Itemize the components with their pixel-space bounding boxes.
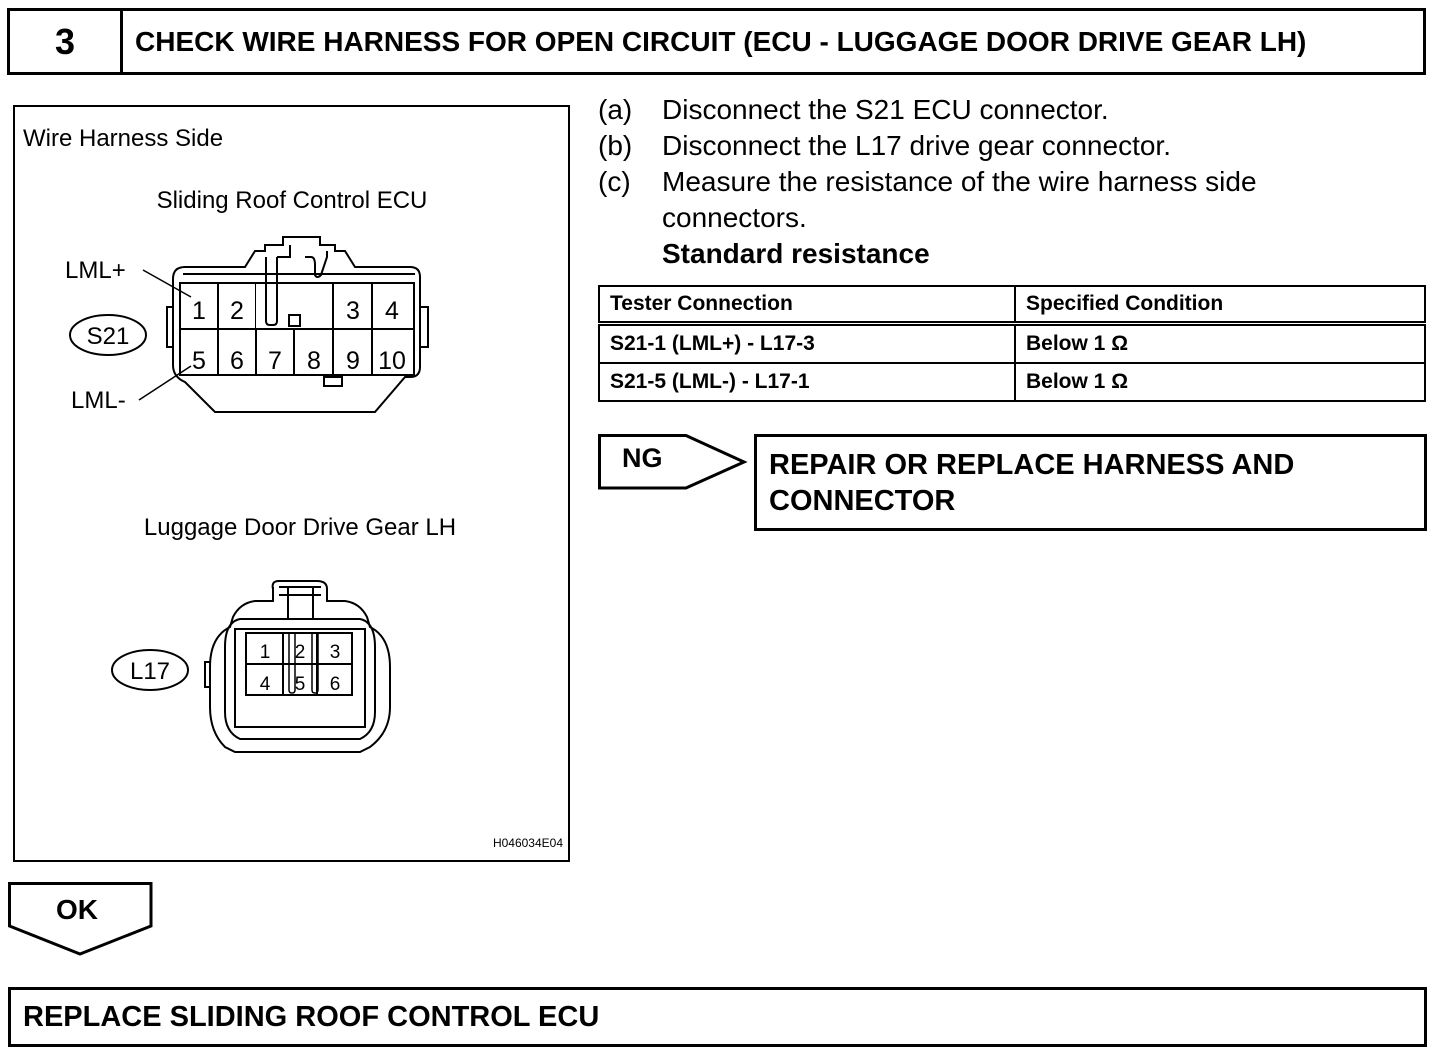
ecu-pin-6: 6 [230,347,244,375]
table-header-row [599,286,1425,324]
table-cell: Below 1 Ω [1015,324,1425,364]
table-header-condition: Specified Condition [1015,286,1425,324]
figure-code: H046034E04 [492,836,563,850]
step-a-letter: (a) [598,94,633,125]
step-b [598,128,1428,164]
gear-pin-2: 2 [294,642,306,663]
wire-harness-side-label: Wire Harness Side [23,125,224,152]
step-title: CHECK WIRE HARNESS FOR OPEN CIRCUIT (ECU - LUGGAGE DOOR DRIVE GEAR LH) [135,25,1307,57]
ng-label: NG [622,443,663,473]
ng-arrow-icon [598,434,748,492]
ecu-pin-8: 8 [307,347,321,375]
step-c-letter: (c) [598,166,631,197]
table-cell: Below 1 Ω [1015,363,1425,401]
step-c-text: Measure the resistance of the wire harness side connectors. [662,166,1257,233]
s21-label: S21 [86,323,130,350]
ecu-pin-3: 3 [346,297,360,325]
step-number: 3 [10,11,123,72]
ecu-pin-4: 4 [385,297,399,325]
gear-pin-5: 5 [294,674,306,695]
gear-pin-4: 4 [259,674,271,695]
connector-diagram [15,107,572,864]
step-header [7,8,1426,75]
table-row [599,363,1425,401]
table-cell: S21-1 (LML+) - L17-3 [599,324,1015,364]
gear-pin-3: 3 [329,642,341,663]
lml-plus-label: LML+ [65,257,126,284]
step-a [598,92,1428,128]
ok-action-box: REPLACE SLIDING ROOF CONTROL ECU [8,987,1427,1047]
gear-title: Luggage Door Drive Gear LH [143,514,457,541]
ecu-pin-1: 1 [192,297,206,325]
step-b-letter: (b) [598,130,633,161]
ecu-pin-2: 2 [230,297,244,325]
ecu-pin-5: 5 [192,347,206,375]
resistance-table [598,285,1426,402]
table-cell: S21-5 (LML-) - L17-1 [599,363,1015,401]
ok-label: OK [56,894,98,925]
procedure-steps [598,92,1428,272]
step-c [598,164,1428,236]
ecu-title: Sliding Roof Control ECU [156,187,428,214]
l17-label: L17 [129,658,171,685]
table-row [599,324,1425,364]
ecu-pin-10: 10 [378,347,406,375]
ecu-pin-7: 7 [268,347,282,375]
standard-resistance-heading: Standard resistance [662,238,930,269]
step-a-text: Disconnect the S21 ECU connector. [662,94,1109,125]
ecu-pin-9: 9 [346,347,360,375]
step-b-text: Disconnect the L17 drive gear connector. [662,130,1171,161]
gear-pin-1: 1 [259,642,271,663]
table-header-tester: Tester Connection [599,286,1015,324]
ng-action-box: REPAIR OR REPLACE HARNESS AND CONNECTOR [754,434,1427,531]
lml-minus-leader [139,366,191,400]
gear-pin-6: 6 [329,674,341,695]
gear-connector [205,581,390,752]
lml-minus-label: LML- [71,387,126,414]
connector-figure [13,105,570,862]
